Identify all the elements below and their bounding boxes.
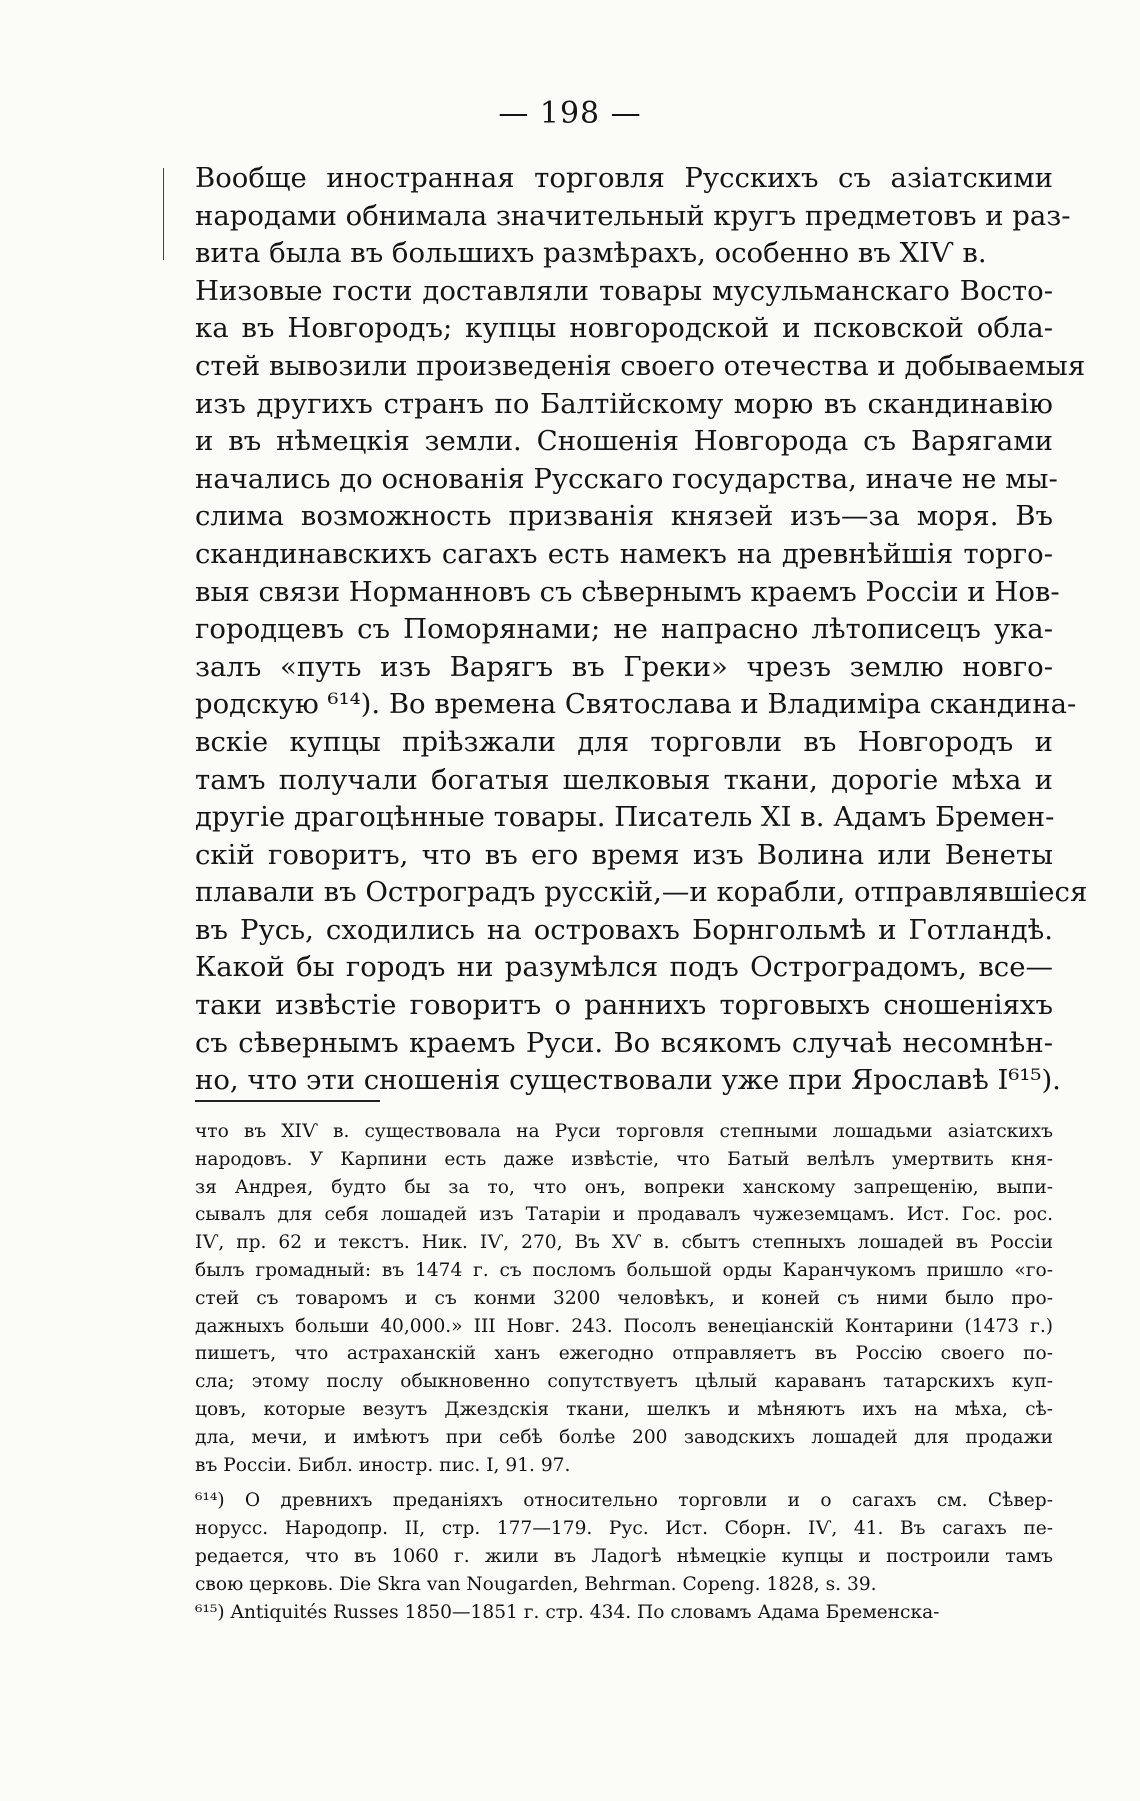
footnote-line: сла; этому послу обыкновенно сопутствуетъ цѣлый караванъ татарскихъ куп- xyxy=(195,1371,1053,1393)
paragraph-line: выя связи Норманновъ съ сѣвернымъ краемъ Россіи и Нов- xyxy=(195,575,1060,608)
margin-mark xyxy=(163,168,164,260)
paragraph-line: Вообще иностранная торговля Русскихъ съ азіатскими xyxy=(195,162,1053,194)
paragraph-line: скій говоритъ, что въ его время изъ Волина или Венеты xyxy=(195,838,1053,871)
paragraph-line: залъ «путь изъ Варягъ въ Греки» чрезъ землю новго- xyxy=(195,650,1053,683)
footnote-line: дла, мечи, и имѣютъ при себѣ болѣе 200 заводскихъ лошадей для продажи xyxy=(195,1426,1053,1448)
paragraph-line: другіе драгоцѣнные товары. Писатель XI в. Адамъ Бремен- xyxy=(195,801,1055,834)
footnote-line: свою церковь. Die Skra van Nougarden, Behrman. Copeng. 1828, s. 39. xyxy=(195,1573,877,1595)
paragraph-line: плавали въ Остроградъ русскій,—и корабли, отправлявшіеся xyxy=(195,876,1088,909)
footnote-line: ⁶¹⁵) Antiquités Russes 1850—1851 г. стр. 434. По словамъ Адама Бременска- xyxy=(195,1601,940,1623)
footnote-line: въ Россіи. Библ. иностр. пис. I, 91. 97. xyxy=(195,1454,571,1476)
paragraph-line: тамъ получали богатыя шелковыя ткани, дорогіе мѣха и xyxy=(195,763,1053,796)
paragraph-line: родскую ⁶¹⁴). Во времена Святослава и Владиміра скандина- xyxy=(195,688,1077,721)
page-number: — 198 — xyxy=(498,96,642,131)
footnote-line: сывалъ для себя лошадей изъ Татаріи и продавалъ чужеземцамъ. Ист. Гос. рос. xyxy=(195,1204,1053,1226)
footnote-rule xyxy=(195,1100,380,1102)
footnote-line: ⁶¹⁴) О древнихъ преданіяхъ относительно торговли и о сагахъ см. Сѣвер- xyxy=(195,1490,1053,1512)
footnote-line: норусс. Народопр. II, стр. 177—179. Рус. Ист. Сборн. IѴ, 41. Въ сагахъ пе- xyxy=(195,1518,1053,1540)
paragraph-line: таки извѣстіе говоритъ о раннихъ торговыхъ сношеніяхъ xyxy=(195,989,1053,1022)
footnotes xyxy=(195,1118,1053,1626)
paragraph-line: изъ другихъ странъ по Балтійскому морю въ скандинавію xyxy=(195,387,1053,420)
footnote-continuation xyxy=(195,1118,1053,1479)
paragraph-line: начались до основанія Русскаго государства, иначе не мы- xyxy=(195,462,1058,495)
footnote-615 xyxy=(195,1599,1053,1627)
footnote-line: пишетъ, что астраханскій ханъ ежегодно отправляетъ въ Россію своего по- xyxy=(195,1343,1053,1365)
paragraph-line: вита была въ большихъ размѣрахъ, особенно въ XIѴ в. xyxy=(195,237,987,270)
main-text xyxy=(195,160,1088,1100)
paragraph-line: и въ нѣмецкія земли. Сношенія Новгорода съ Варягами xyxy=(195,425,1053,458)
paragraph-line: вскіе купцы пріѣзжали для торговли въ Новгородъ и xyxy=(195,725,1053,758)
footnote-line: народовъ. У Карпини есть даже извѣстіе, что Батый велѣлъ умертвить кня- xyxy=(195,1148,1053,1170)
paragraph-line: но, что эти сношенія существовали уже при Ярославѣ I⁶¹⁵). xyxy=(195,1064,1061,1097)
footnote-614 xyxy=(195,1487,1053,1598)
footnote-line: стей съ товаромъ и съ конми 3200 человѣкъ, и коней съ ними было про- xyxy=(195,1287,1053,1309)
footnote-gap xyxy=(195,1479,1053,1487)
footnote-line: зя Андрея, будто бы за то, что онъ, вопреки ханскому запрещенію, выпи- xyxy=(195,1176,1053,1198)
footnote-line: дажныхъ больши 40,000.» III Новг. 243. Посолъ венеціанскій Контарини (1473 г.) xyxy=(195,1315,1053,1337)
footnote-line: что въ XIѴ в. существовала на Руси торговля степными лошадьми азіатскихъ xyxy=(195,1121,1053,1142)
paragraph-line: стей вывозили произведенія своего отечества и добываемыя xyxy=(195,349,1086,382)
footnote-line: цовъ, которые везутъ Джездскія ткани, шелкъ и мѣняютъ ихъ на мѣха, сѣ- xyxy=(195,1398,1053,1420)
paragraph-line: въ Русь, сходились на островахъ Борнгольмѣ и Готландѣ. xyxy=(195,913,1053,946)
paragraph-line: съ сѣвернымъ краемъ Руси. Во всякомъ случаѣ несомнѣн- xyxy=(195,1026,1053,1059)
footnote-line: IѴ, пр. 62 и текстъ. Ник. IѴ, 270, Въ XѴ в. сбытъ степныхъ лошадей въ Россіи xyxy=(195,1232,1053,1254)
paragraph-line: народами обнимала значительный кругъ предметовъ и раз- xyxy=(195,199,1071,232)
paragraph-line: Какой бы городъ ни разумѣлся подъ Остроградомъ, все— xyxy=(195,951,1053,984)
paragraph-line: скандинавскихъ сагахъ есть намекъ на древнѣйшія торго- xyxy=(195,537,1053,570)
footnote-line: редается, что въ 1060 г. жили въ Ладогѣ нѣмецкіе купцы и построили тамъ xyxy=(195,1545,1053,1567)
paragraph-line: слима возможность призванія князей изъ—за моря. Въ xyxy=(195,500,1053,533)
paragraph-line: ка въ Новгородъ; купцы новгородской и псковской обла- xyxy=(195,312,1053,345)
footnote-line: былъ громадный: въ 1474 г. съ посломъ большой орды Каранчукомъ пришло «го- xyxy=(195,1259,1053,1281)
paragraph-line: Низовые гости доставляли товары мусульманскаго Восто- xyxy=(195,274,1053,307)
paragraph-line: городцевъ съ Поморянами; не напрасно лѣтописецъ ука- xyxy=(195,613,1053,646)
